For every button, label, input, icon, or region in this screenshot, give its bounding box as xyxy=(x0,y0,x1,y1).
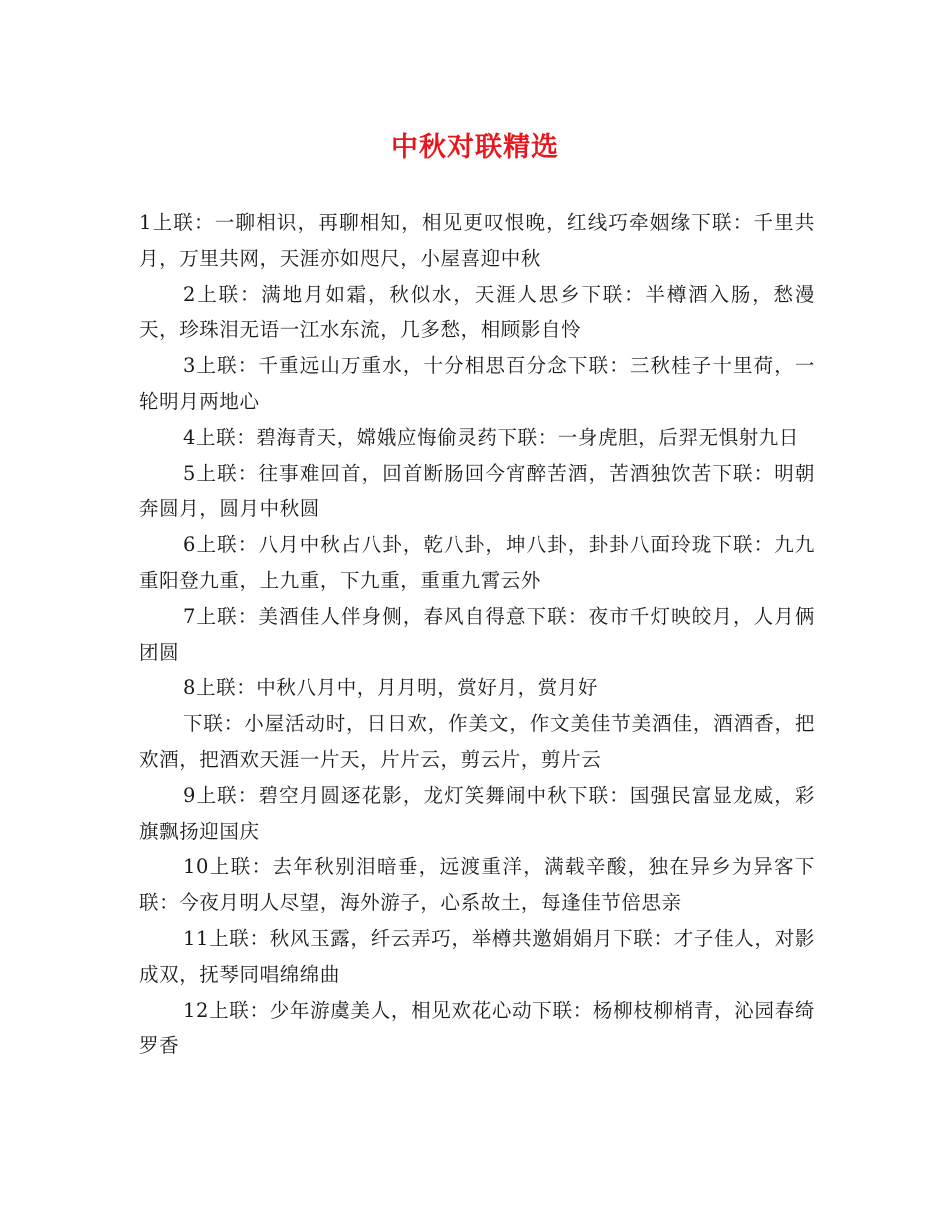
couplet-paragraph-9: 9上联：碧空月圆逐花影，龙灯笑舞闹中秋下联：国强民富显龙威，彩旗飘扬迎国庆 xyxy=(139,783,815,843)
couplet-paragraph-7: 7上联：美酒佳人伴身侧，春风自得意下联：夜市千灯映皎月，人月俩团圆 xyxy=(139,604,815,664)
couplet-paragraph-11: 11上联：秋风玉露，纤云弄巧，举樽共邀娟娟月下联：才子佳人，对影成双，抚琴同唱绵绵曲 xyxy=(139,926,815,986)
couplet-paragraph-5: 5上联：往事难回首，回首断肠回今宵醉苦酒，苦酒独饮苦下联：明朝奔圆月，圆月中秋圆 xyxy=(139,461,815,521)
couplet-paragraph-2: 2上联：满地月如霜，秋似水，天涯人思乡下联：半樽酒入肠，愁漫天，珍珠泪无语一江水东流，几多愁，相顾影自怜 xyxy=(139,282,815,342)
couplet-paragraph-4: 4上联：碧海青天，嫦娥应悔偷灵药下联：一身虎胆，后羿无惧射九日 xyxy=(183,425,800,449)
couplet-paragraph-6: 6上联：八月中秋占八卦，乾八卦，坤八卦，卦卦八面玲珑下联：九九重阳登九重，上九重，下九重，重重九霄云外 xyxy=(139,533,815,592)
couplet-paragraph-10: 10上联：去年秋别泪暗垂，远渡重洋，满载辛酸，独在异乡为异客下联：今夜月明人尽望，海外游子，心系故土，每逢佳节倍思亲 xyxy=(139,855,815,915)
couplet-paragraph-8: 8上联：中秋八月中，月月明，赏好月，赏月好 xyxy=(183,676,599,700)
document-body xyxy=(139,205,815,1064)
couplet-paragraph-8-second-line: 下联：小屋活动时，日日欢，作美文，作文美佳节美酒佳，酒酒香，把欢酒，把酒欢天涯一片天，片片云，剪云片，剪片云 xyxy=(139,712,815,771)
couplet-paragraph-12: 12上联：少年游虞美人，相见欢花心动下联：杨柳枝柳梢青，沁园春绮罗香 xyxy=(139,998,815,1058)
document-title: 中秋对联精选 xyxy=(391,132,559,163)
couplet-paragraph-3: 3上联：千重远山万重水，十分相思百分念下联：三秋桂子十里荷，一轮明月两地心 xyxy=(139,354,815,413)
couplet-paragraph-1: 1上联：一聊相识，再聊相知，相见更叹恨晚，红线巧牵姻缘下联：千里共月，万里共网，天涯亦如咫尺，小屋喜迎中秋 xyxy=(139,211,815,270)
